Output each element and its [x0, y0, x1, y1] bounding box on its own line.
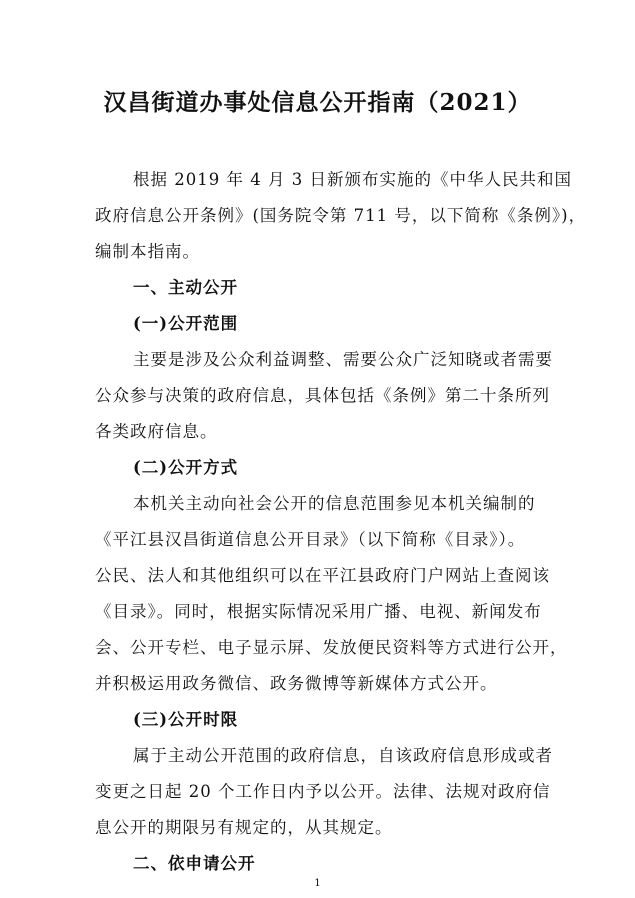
subsection-3-heading: (三)公开时限: [133, 710, 239, 729]
sub2-line-3: 公民、法人和其他组织可以在平江县政府门户网站上查阅该: [95, 566, 550, 585]
sub3-line-1: 属于主动公开范围的政府信息，自该政府信息形成或者: [133, 746, 553, 765]
sub1-line-3: 各类政府信息。: [95, 422, 218, 441]
sub2-line-4: 《目录》。同时，根据实际情况采用广播、电视、新闻发布: [95, 602, 542, 621]
sub2-line-6: 并积极运用政务微信、政务微博等新媒体方式公开。: [95, 674, 498, 693]
intro-line-3: 编制本指南。: [95, 242, 200, 261]
sub1-line-2: 公众参与决策的政府信息，具体包括《条例》第二十条所列: [95, 386, 550, 405]
intro-line-1: 根据 2019 年 4 月 3 日新颁布实施的《中华人民共和国: [133, 170, 572, 189]
page-number: 1: [314, 878, 321, 889]
sub2-line-5: 会、公开专栏、电子显示屏、发放便民资料等方式进行公开，: [95, 638, 568, 657]
subsection-1-heading: (一)公开范围: [133, 314, 239, 333]
section-2-heading: 二、依申请公开: [133, 854, 256, 873]
sub1-line-1: 主要是涉及公众利益调整、需要公众广泛知晓或者需要: [133, 350, 553, 369]
subsection-2-heading: (二)公开方式: [133, 458, 239, 477]
sub3-line-3: 息公开的期限另有规定的，从其规定。: [95, 818, 393, 837]
sub3-line-2: 变更之日起 20 个工作日内予以公开。法律、法规对政府信: [95, 782, 551, 801]
section-1-heading: 一、主动公开: [133, 278, 238, 297]
sub2-line-2: 《平江县汉昌街道信息公开目录》（以下简称《目录》）。: [95, 530, 526, 549]
document-title: 汉昌街道办事处信息公开指南（2021）: [103, 89, 532, 116]
intro-line-2: 政府信息公开条例》(国务院令第 711 号，以下简称《条例》)，: [95, 206, 587, 225]
sub2-line-1: 本机关主动向社会公开的信息范围参见本机关编制的: [133, 494, 536, 513]
